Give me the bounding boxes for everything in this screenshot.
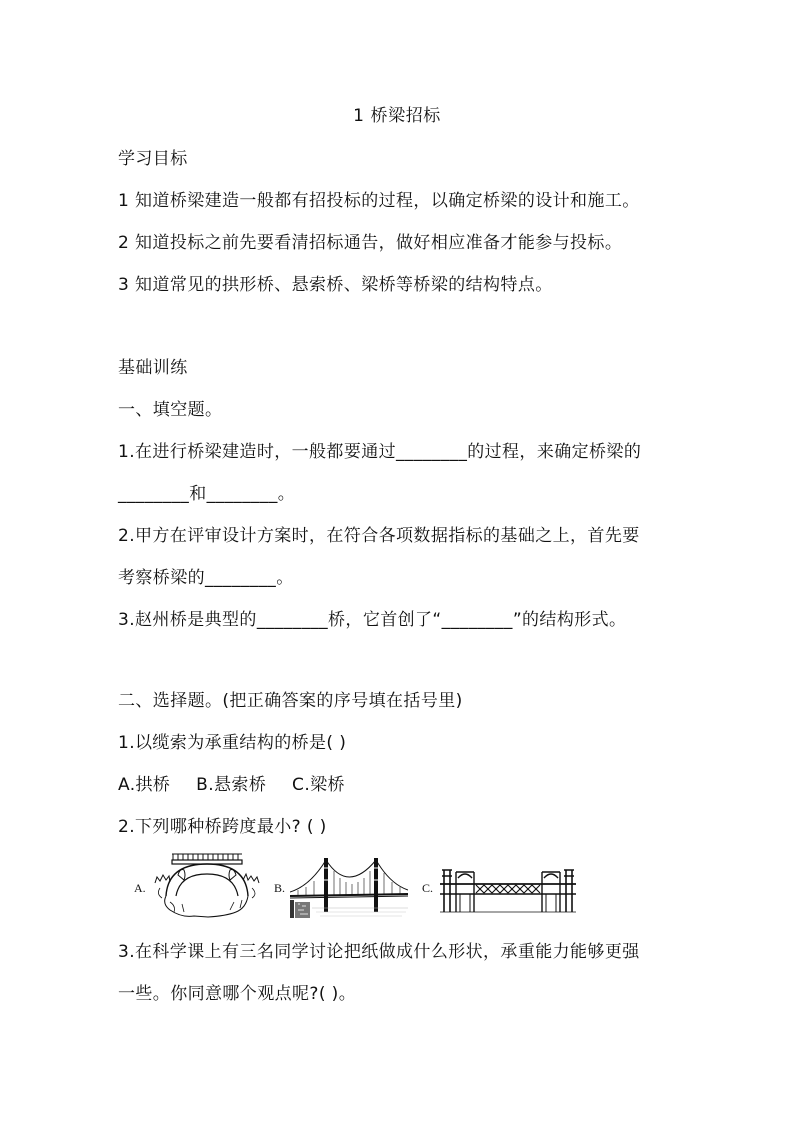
option-b: B.悬索桥 [196,775,267,795]
objective-item: 1 知道桥梁建造一般都有招投标的过程，以确定桥梁的设计和施工。 [118,191,640,211]
bridge-option-c [422,852,582,922]
bridge-option-a [134,852,266,922]
choice-question-3-line-2: 一些。你同意哪个观点呢?( )。 [118,984,357,1004]
bridge-label-a: A. [134,881,146,895]
choice-question-1: 1.以缆索为承重结构的桥是( ) [118,733,347,753]
choice-question-3-line-1: 3.在科学课上有三名同学讨论把纸做成什么形状，承重能力能够更强 [118,942,640,962]
bridge-label-b: B. [274,881,286,895]
fill-in-question-2-line-1: 2.甲方在评审设计方案时，在符合各项数据指标的基础之上，首先要 [118,526,640,546]
objective-item: 3 知道常见的拱形桥、悬索桥、梁桥等桥梁的结构特点。 [118,275,553,295]
choice-question-2: 2.下列哪种桥跨度最小? ( ) [118,817,327,837]
beam-bridge-icon [440,864,576,914]
fill-in-question-1-line-2: ________和________。 [118,484,296,504]
bridge-label-c: C. [422,881,434,895]
fill-in-question-2-line-2: 考察桥梁的________。 [118,568,294,588]
option-a: A.拱桥 [118,775,171,795]
basic-training-heading: 基础训练 [118,358,188,378]
arch-bridge-icon [148,852,266,920]
option-c: C.梁桥 [292,775,345,795]
suspension-bridge-icon [290,854,408,918]
objective-item: 2 知道投标之前先要看清招标通告，做好相应准备才能参与投标。 [118,233,623,253]
fill-in-question-3: 3.赵州桥是典型的________桥，它首创了“________”的结构形式。 [118,610,627,630]
page-title: 1 桥梁招标 [353,106,441,126]
choice-question-1-options [118,773,365,797]
fill-in-heading: 一、填空题。 [118,400,223,420]
bridge-options-figure [134,852,594,922]
objectives-heading: 学习目标 [118,149,188,169]
choice-heading: 二、选择题。(把正确答案的序号填在括号里) [118,691,463,711]
bridge-option-b [274,852,409,922]
fill-in-question-1-line-1: 1.在进行桥梁建造时，一般都要通过________的过程，来确定桥梁的 [118,442,642,462]
